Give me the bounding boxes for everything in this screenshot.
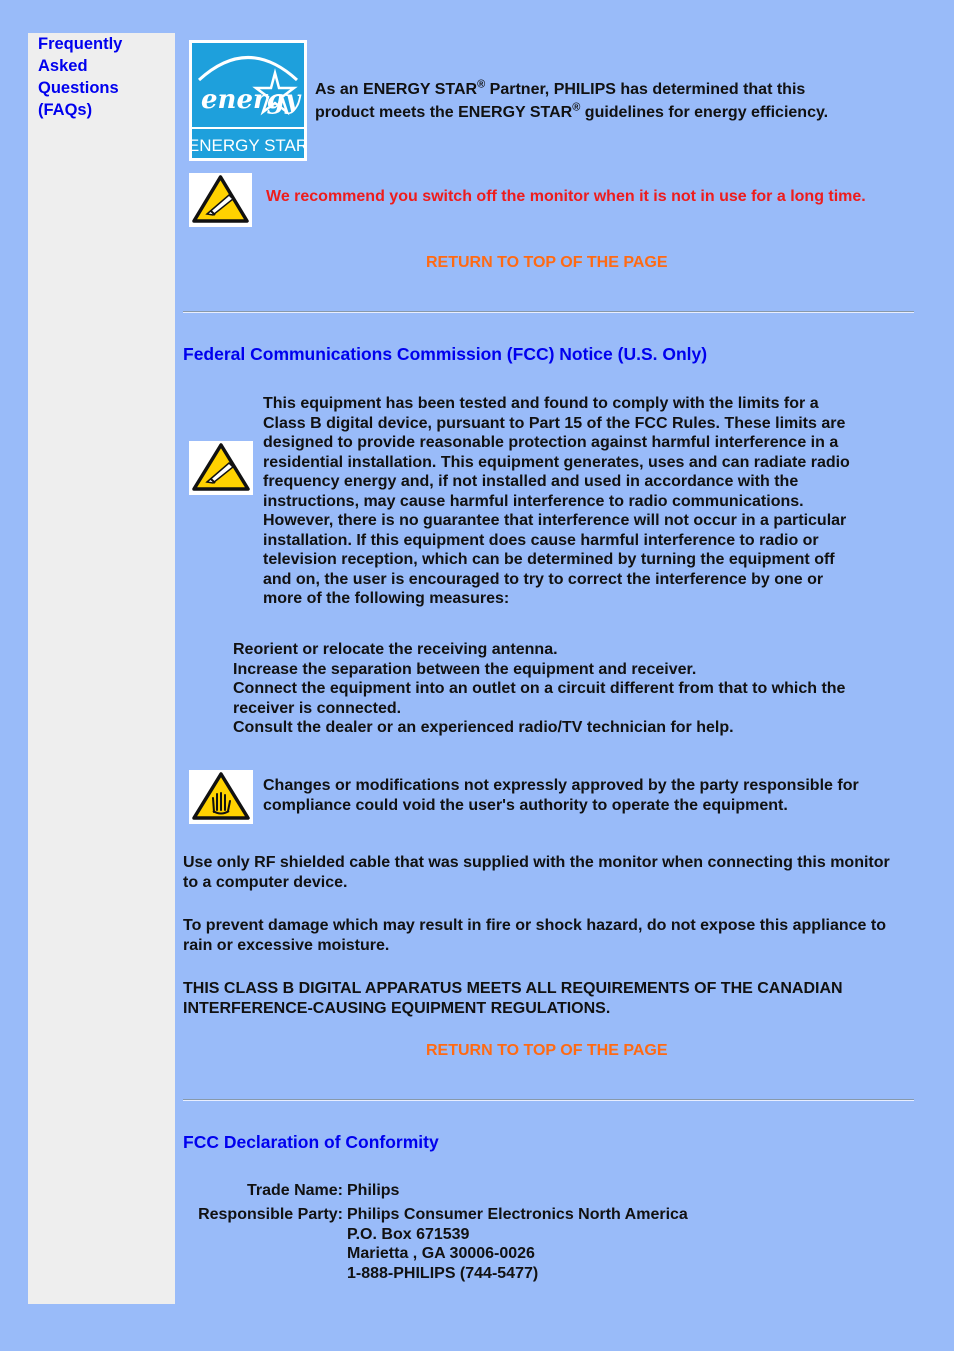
fcc-notice-heading: Federal Communications Commission (FCC) Notice (U.S. Only) [183, 344, 708, 364]
rf-cable-notice: Use only RF shielded cable that was supplied with the monitor when connecting this monitor to a computer device. [183, 854, 890, 891]
responsible-party-value: Philips Consumer Electronics North America P.O. Box 671539 Marietta , GA 30006-0026 1-888-PHILIPS (744-5477) [347, 1206, 688, 1282]
fcc-notice-paragraph: This equipment has been tested and found to comply with the limits for a Class B digital device, pursuant to Part 15 of the FCC Rules. These limits are designed to provide reasonable protection against harmful interference in a residential installation. This equipment generates, uses and can radiate radio frequency energy and, if not installed and used in accordance with the instructions, may cause harmful interference to radio communications. However, there is no guarantee that interference will not occur in a particular installation. If this equipment does cause harmful interference to radio or television reception, which can be determined by turning the equipment off and on, the user is encouraged to try to correct the interference by one or more of the following measures: [263, 395, 850, 607]
list-item: Reorient or relocate the receiving antenna. [233, 641, 558, 658]
energy-star-logo [189, 40, 307, 161]
energy-star-statement: As an ENERGY STAR® Partner, PHILIPS has determined that this product meets the ENERGY STAR® guidelines for energy efficiency. [315, 78, 829, 121]
responsible-party-label: Responsible Party: [198, 1206, 343, 1223]
warning-icon [189, 173, 252, 227]
fcc-measures-list [233, 640, 913, 738]
registered-mark: ® [572, 101, 581, 114]
trade-name-label: Trade Name: [246, 1182, 343, 1199]
fcc-conformity-heading: FCC Declaration of Conformity [183, 1132, 439, 1152]
divider [183, 1099, 914, 1101]
list-item: Connect the equipment into an outlet on a circuit different from that to which the [233, 680, 846, 697]
warning-icon [189, 441, 253, 495]
divider [183, 311, 914, 313]
trade-name-value: Philips [347, 1182, 400, 1199]
list-item: Consult the dealer or an experienced radio/TV technician for help. [233, 719, 734, 736]
energy-script: energy [201, 85, 300, 115]
return-to-top-link[interactable]: RETURN TO TOP OF THE PAGE [426, 1042, 668, 1059]
faq-link[interactable]: Frequently Asked Questions (FAQs) [38, 35, 123, 119]
hand-warning-icon [189, 770, 253, 824]
return-to-top-link[interactable]: RETURN TO TOP OF THE PAGE [426, 254, 668, 271]
hazard-notice: To prevent damage which may result in fire or shock hazard, do not expose this appliance to rain or excessive moisture. [183, 917, 886, 954]
fcc-changes-warning: Changes or modifications not expressly approved by the party responsible for compliance could void the user's authority to operate the equipment. [263, 777, 859, 814]
registered-mark: ® [477, 78, 486, 91]
sidebar [28, 33, 175, 1304]
canada-notice: THIS CLASS B DIGITAL APPARATUS MEETS ALL REQUIREMENTS OF THE CANADIAN INTERFERENCE-CAUSING EQUIPMENT REGULATIONS. [183, 980, 843, 1017]
energy-star-label: ENERGY STAR [189, 136, 307, 155]
list-item: Increase the separation between the equipment and receiver. [233, 660, 697, 678]
list-item: receiver is connected. [233, 699, 402, 717]
recommendation-text: We recommend you switch off the monitor when it is not in use for a long time. [266, 188, 866, 205]
